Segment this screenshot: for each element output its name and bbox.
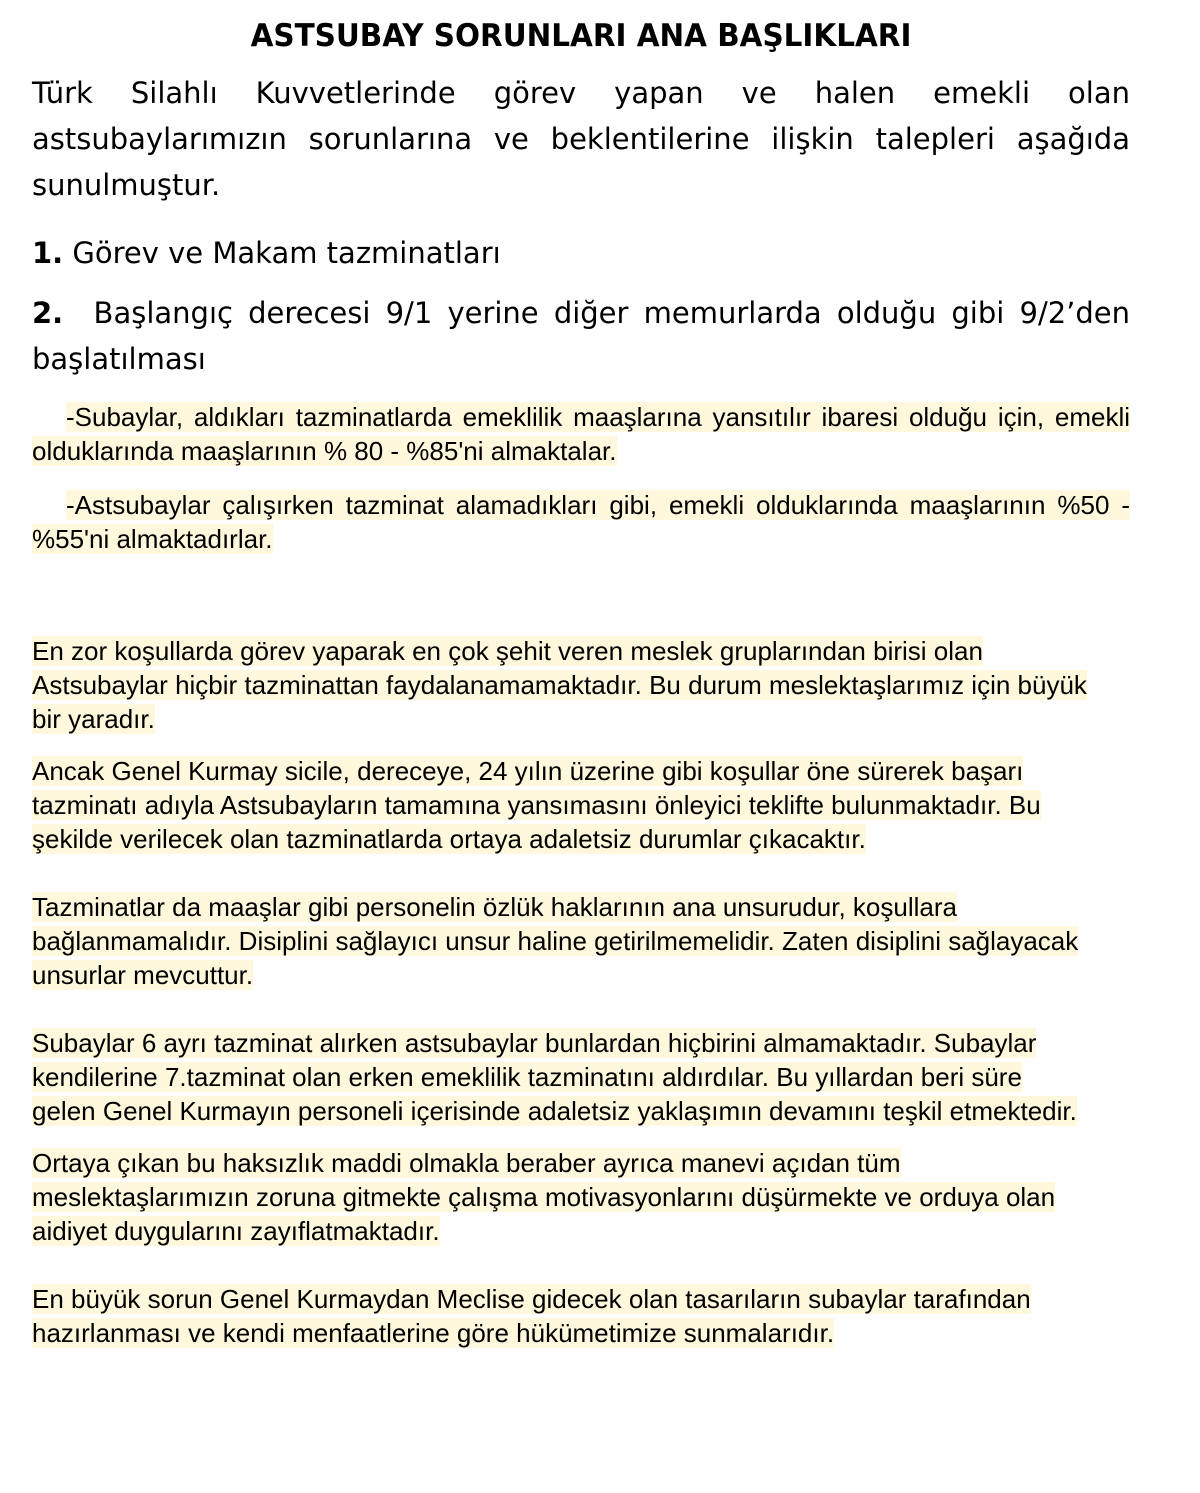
document-title: ASTSUBAY SORUNLARI ANA BAŞLIKLARI	[250, 18, 912, 54]
highlighted-text: Ancak Genel Kurmay sicile, dereceye, 24 yılın üzerine gibi koşullar öne sürerek başarı tazminatı adıyla Astsubayların tamamına yansımasını önleyici teklifte bulunmaktadır. Bu şekilde verilecek olan tazminatlarda ortaya adaletsiz durumlar çıkacaktır.	[32, 756, 1041, 854]
highlighted-text: Subaylar 6 ayrı tazminat alırken astsubaylar bunlardan hiçbirini almamaktadır. Subaylar kendilerine 7.tazminat olan erken emeklilik tazminatını aldırdılar. Bu yıllardan beri süre gelen Genel Kurmayın personeli içerisinde adaletsiz yaklaşımın devamını teşkil etmektedir.	[32, 1028, 1077, 1126]
document-page	[32, 18, 1130, 1350]
paragraph-biggest-problem	[32, 1282, 1130, 1350]
list-item-2	[32, 290, 1130, 382]
paragraph-martyrs	[32, 634, 1092, 736]
note-officers	[32, 400, 1130, 468]
paragraph-injustice	[32, 1146, 1072, 1248]
highlighted-text: En zor koşullarda görev yaparak en çok şehit veren meslek gruplarından birisi olan Astsubaylar hiçbir tazminattan faydalanamamaktadır. Bu durum meslektaşlarımız için büyük bir yaradır.	[32, 636, 1087, 734]
list-item-number: 1.	[32, 236, 64, 270]
note-nco	[32, 488, 1130, 556]
list-item-text: Başlangıç derecesi 9/1 yerine diğer memurlarda olduğu gibi 9/2’den başlatılması	[32, 296, 1131, 376]
list-item-text: Görev ve Makam tazminatları	[72, 236, 501, 270]
highlighted-text: Tazminatlar da maaşlar gibi personelin özlük haklarının ana unsurudur, koşullara bağlanmamalıdır. Disiplini sağlayıcı unsur haline getirilmemelidir. Zaten disiplini sağlayacak unsurlar mevcuttur.	[32, 892, 1079, 990]
highlighted-text: Ortaya çıkan bu haksızlık maddi olmakla beraber ayrıca manevi açıdan tüm meslektaşlarımızın zoruna gitmekte çalışma motivasyonlarını düşürmekte ve orduya olan aidiyet duygularını zayıflatmaktadır.	[32, 1148, 1056, 1246]
paragraph-general-staff	[32, 754, 1127, 856]
list-item-1	[32, 230, 1130, 276]
paragraph-compensation-rights	[32, 890, 1127, 992]
highlighted-text: -Astsubaylar çalışırken tazminat alamadıkları gibi, emekli olduklarında maaşlarının %50 -%55'ni almaktadırlar.	[32, 490, 1130, 554]
intro-paragraph: Türk Silahlı Kuvvetlerinde görev yapan ve halen emekli olan astsubaylarımızın sorunlarına ve beklentilerine ilişkin talepleri aşağıda sunulmuştur.	[32, 76, 1130, 202]
list-item-number: 2.	[32, 296, 64, 330]
highlighted-text: -Subaylar, aldıkları tazminatlarda emeklilik maaşlarına yansıtılır ibaresi olduğu için, emekli olduklarında maaşlarının % 80 - %85'ni almaktalar.	[32, 402, 1130, 466]
paragraph-six-compensations	[32, 1026, 1092, 1128]
highlighted-text: En büyük sorun Genel Kurmaydan Meclise gidecek olan tasarıların subaylar tarafından hazırlanması ve kendi menfaatlerine göre hükümetimize sunmalarıdır.	[32, 1284, 1031, 1348]
